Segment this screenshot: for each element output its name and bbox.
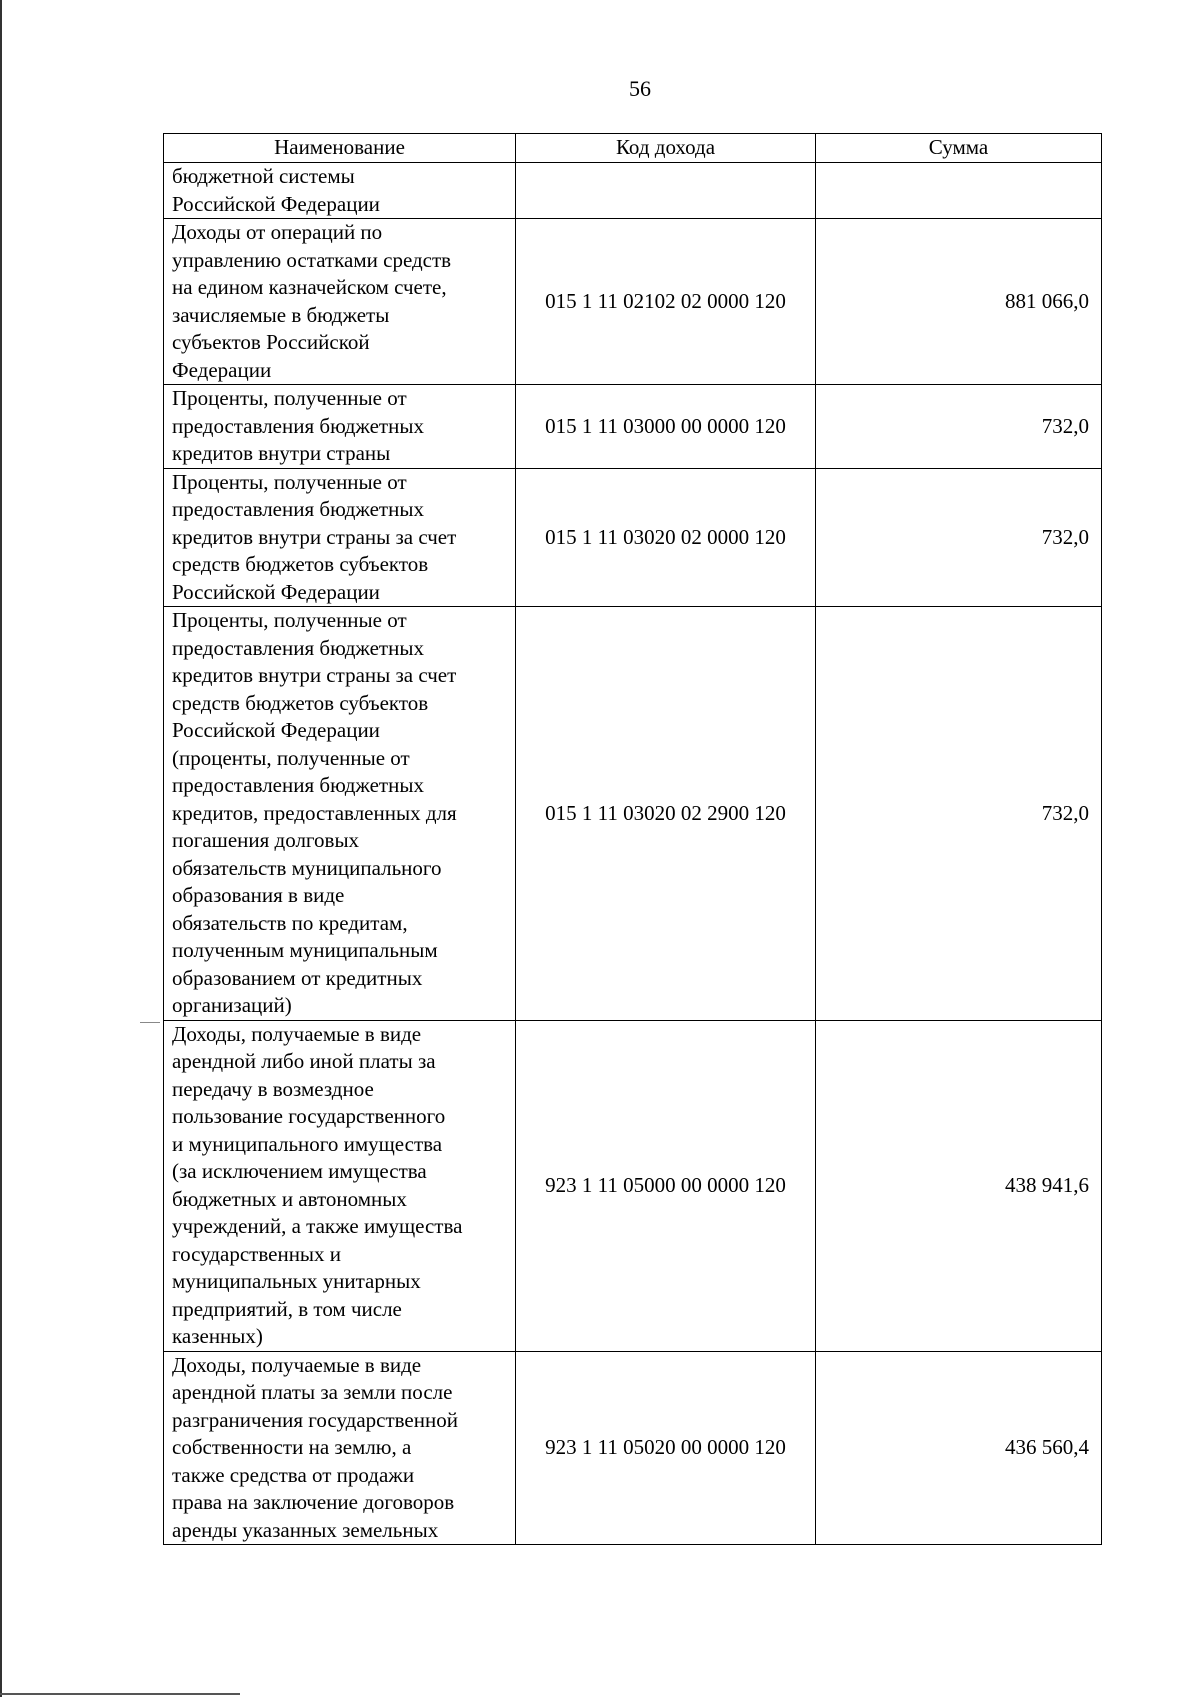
row-name-line: Федерации — [172, 357, 272, 382]
row-code-cell: 923 1 11 05020 00 0000 120 — [516, 1351, 816, 1545]
row-name-line: управлению остатками средств — [172, 247, 452, 272]
row-sum-cell: 438 941,6 — [816, 1020, 1102, 1351]
row-name-line: передачу в возмездное — [172, 1076, 374, 1101]
table-row — [164, 1351, 1102, 1545]
row-name-line: организаций) — [172, 993, 292, 1017]
row-sum-cell: 436 560,4 — [816, 1351, 1102, 1545]
row-sum-cell: 732,0 — [816, 468, 1102, 607]
row-name-line: предприятий, в том числе — [172, 1296, 402, 1321]
row-name-cell — [164, 1351, 516, 1545]
row-name-cell — [164, 219, 516, 385]
row-code-cell — [516, 163, 816, 219]
row-name-line: аренды указанных земельных — [172, 1517, 439, 1542]
row-name-line: муниципальных унитарных — [172, 1269, 421, 1293]
header-name: Наименование — [164, 134, 516, 163]
table-body — [164, 163, 1102, 1545]
header-sum: Сумма — [816, 134, 1102, 163]
row-name-line: пользование государственного — [172, 1104, 446, 1128]
revenue-table — [163, 133, 1102, 1545]
row-name-line: также средства от продажи — [172, 1462, 415, 1487]
row-name-line: Российской Федерации — [172, 191, 380, 216]
row-name-line: права на заключение договоров — [172, 1490, 455, 1514]
revenue-table-wrapper — [163, 133, 1101, 1545]
row-name-cell — [164, 385, 516, 469]
row-name-line: Проценты, полученные от — [172, 469, 407, 494]
row-name-line: Доходы, получаемые в виде — [172, 1352, 422, 1377]
row-name-line: предоставления бюджетных — [172, 773, 424, 797]
row-code-cell: 015 1 11 03020 02 2900 120 — [516, 607, 816, 1021]
row-sum-cell: 732,0 — [816, 385, 1102, 469]
row-name-line: Российской Федерации — [172, 718, 380, 742]
row-name-line: арендной платы за земли после — [172, 1380, 453, 1404]
row-name-line: кредитов, предоставленных для — [172, 800, 457, 825]
row-name-line: бюджетной системы — [172, 164, 355, 188]
row-name-line: Проценты, полученные от — [172, 608, 407, 632]
row-name-line: (проценты, полученные от — [172, 745, 410, 770]
scan-mark — [140, 1022, 160, 1023]
row-name-line: погашения долговых — [172, 828, 360, 852]
row-name-line: предоставления бюджетных — [172, 635, 424, 660]
table-row — [164, 607, 1102, 1021]
row-name-line: полученным муниципальным — [172, 938, 438, 962]
row-name-line: средств бюджетов субъектов — [172, 552, 429, 576]
row-name-line: Доходы, получаемые в виде — [172, 1021, 422, 1046]
table-header-row — [164, 134, 1102, 163]
row-name-cell — [164, 468, 516, 607]
row-name-line: бюджетных и автономных — [172, 1186, 407, 1211]
row-code-cell: 923 1 11 05000 00 0000 120 — [516, 1020, 816, 1351]
row-name-line: арендной либо иной платы за — [172, 1049, 436, 1073]
row-sum-cell: 881 066,0 — [816, 219, 1102, 385]
row-name-line: Российской Федерации — [172, 579, 380, 604]
table-row — [164, 163, 1102, 219]
row-name-line: на едином казначейском счете, — [172, 275, 447, 299]
row-name-line: предоставления бюджетных — [172, 413, 424, 438]
row-name-line: собственности на землю, а — [172, 1435, 412, 1459]
row-name-cell — [164, 607, 516, 1021]
row-name-line: кредитов внутри страны за счет — [172, 524, 457, 549]
row-name-line: казенных) — [172, 1324, 263, 1348]
row-name-cell — [164, 163, 516, 219]
page-number: 56 — [629, 76, 651, 101]
table-row — [164, 1020, 1102, 1351]
row-name-line: образованием от кредитных — [172, 965, 423, 990]
scan-edge-left — [0, 0, 2, 1697]
row-name-line: (за исключением имущества — [172, 1159, 427, 1183]
row-code-cell: 015 1 11 02102 02 0000 120 — [516, 219, 816, 385]
row-name-line: образования в виде — [172, 883, 345, 907]
header-code: Код дохода — [516, 134, 816, 163]
row-sum-cell: 732,0 — [816, 607, 1102, 1021]
row-name-line: и муниципального имущества — [172, 1131, 443, 1156]
row-name-line: Проценты, полученные от — [172, 386, 407, 410]
row-sum-cell — [816, 163, 1102, 219]
table-row — [164, 219, 1102, 385]
table-row — [164, 385, 1102, 469]
row-name-line: государственных и — [172, 1241, 342, 1266]
row-name-line: обязательств муниципального — [172, 855, 442, 880]
row-name-line: зачисляемые в бюджеты — [172, 302, 390, 327]
row-code-cell: 015 1 11 03000 00 0000 120 — [516, 385, 816, 469]
table-row — [164, 468, 1102, 607]
row-name-line: предоставления бюджетных — [172, 497, 424, 521]
row-name-line: кредитов внутри страны — [172, 441, 391, 465]
row-code-cell: 015 1 11 03020 02 0000 120 — [516, 468, 816, 607]
row-name-line: обязательств по кредитам, — [172, 910, 408, 935]
row-name-cell — [164, 1020, 516, 1351]
scan-edge-bottom — [0, 1693, 240, 1695]
row-name-line: кредитов внутри страны за счет — [172, 663, 457, 687]
row-name-line: Доходы от операций по — [172, 220, 383, 244]
row-name-line: разграничения государственной — [172, 1407, 458, 1432]
row-name-line: средств бюджетов субъектов — [172, 690, 429, 715]
row-name-line: субъектов Российской — [172, 330, 370, 354]
row-name-line: учреждений, а также имущества — [172, 1214, 463, 1238]
